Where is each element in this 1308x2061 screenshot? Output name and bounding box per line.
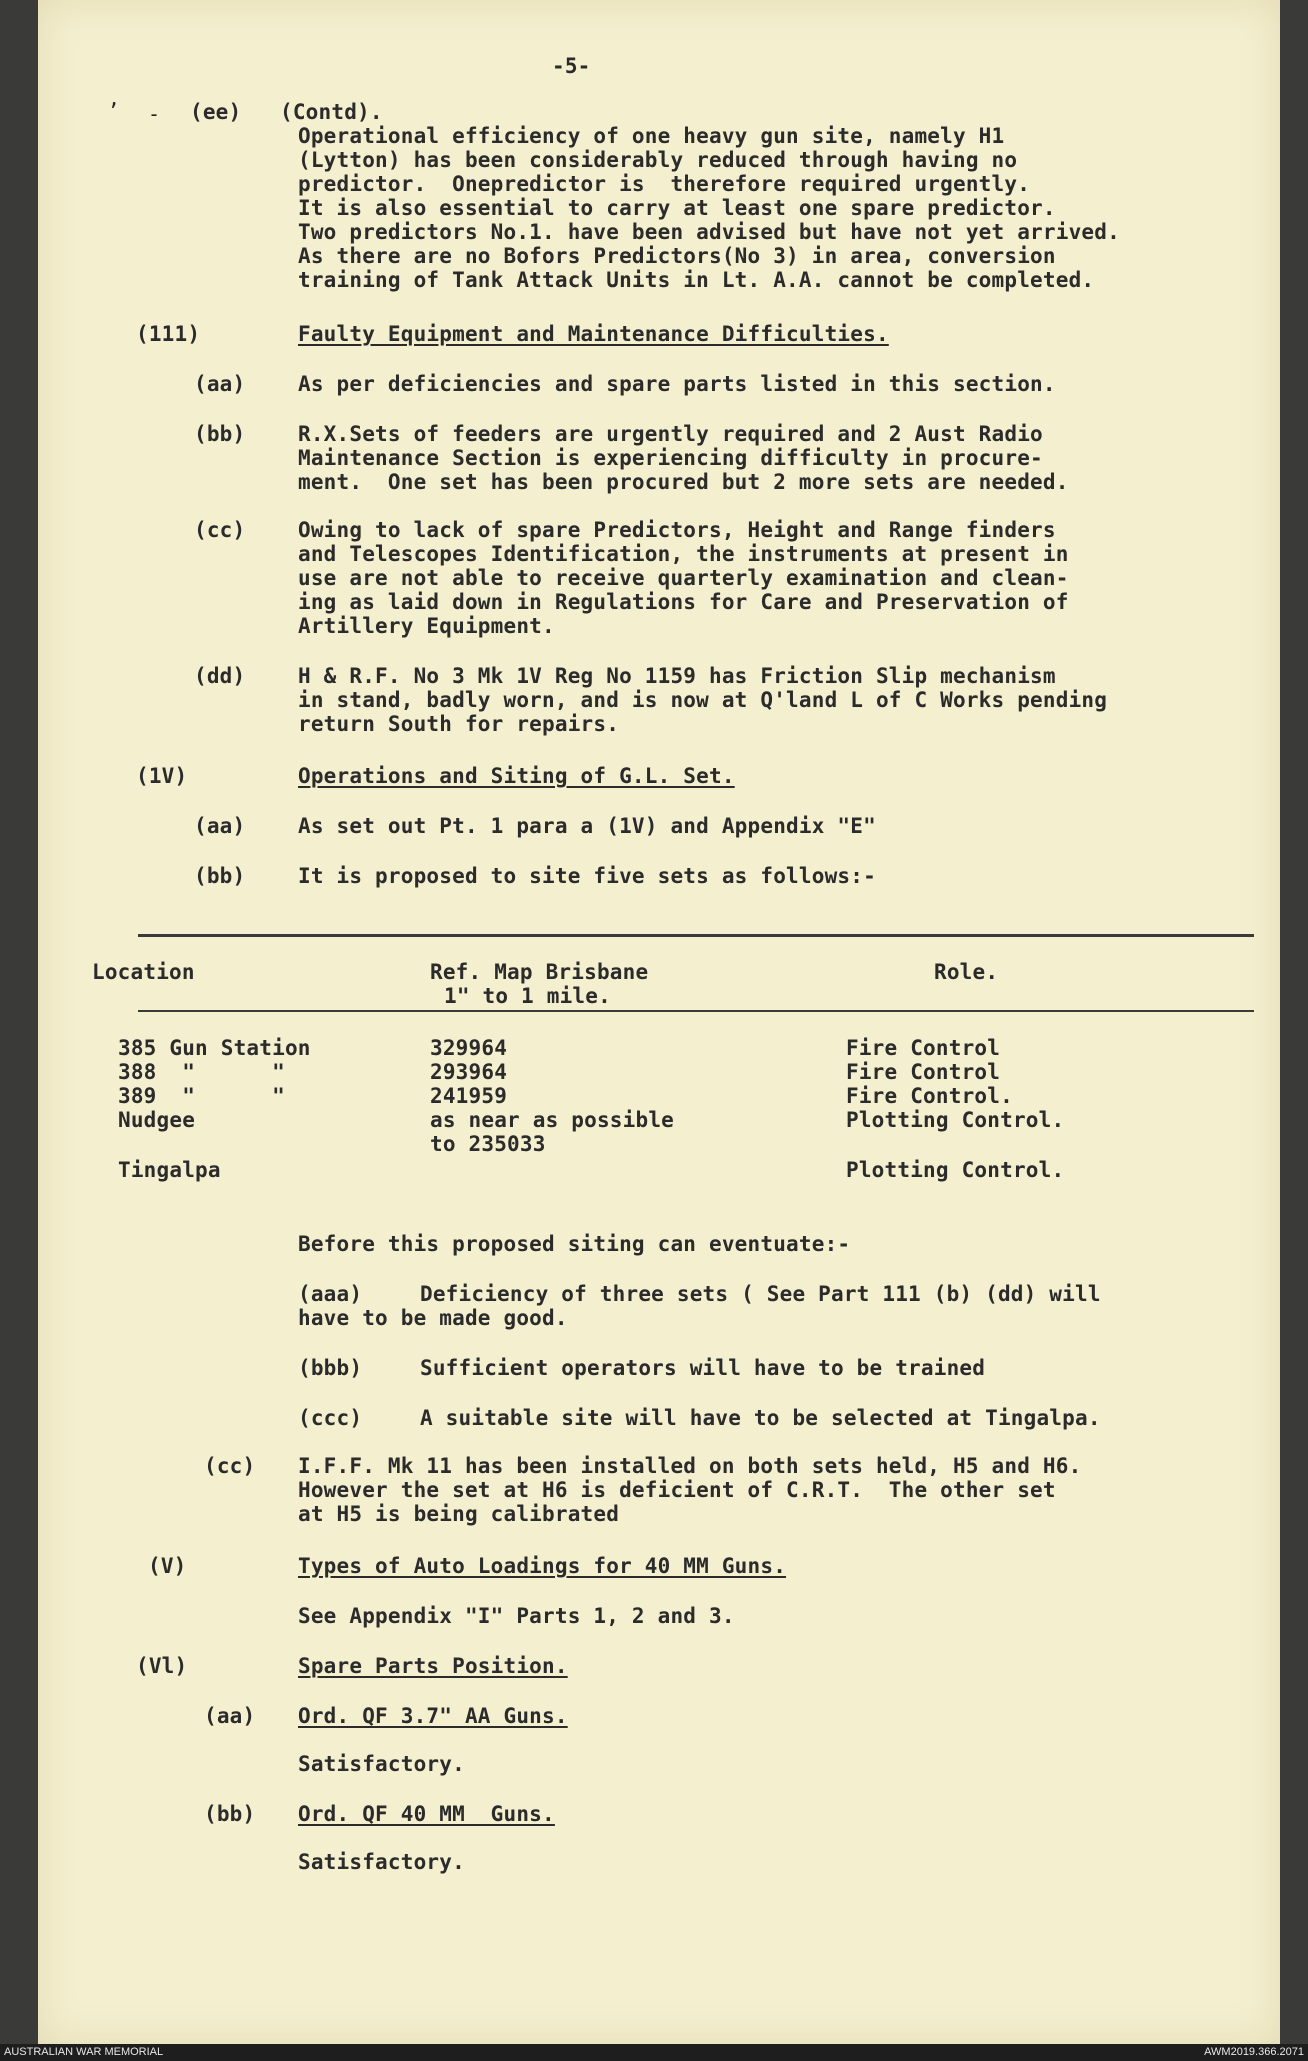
row-ref: 241959 — [430, 1084, 508, 1108]
row-location: 385 Gun Station — [118, 1036, 311, 1060]
row-ref: 329964 — [430, 1036, 508, 1060]
para-1v-bb-label: (bb) — [194, 864, 246, 888]
section-vi-label: (Vl) — [136, 1654, 188, 1678]
row-role: Fire Control — [846, 1036, 1001, 1060]
para-vi-bb-text: Satisfactory. — [298, 1850, 465, 1874]
para-ee-line: Operational efficiency of one heavy gun site, namely H1 — [298, 124, 1005, 148]
para-cc2-line: I.F.F. Mk 11 has been installed on both sets held, H5 and H6. — [298, 1454, 1082, 1478]
para-vi-aa-label: (aa) — [204, 1704, 256, 1728]
row-role: Fire Control — [846, 1060, 1001, 1084]
pencil-mark: , — [108, 86, 121, 110]
para-ee-line: (Lytton) has been considerably reduced through having no — [298, 148, 1018, 172]
row-location: 388 " " — [118, 1060, 285, 1084]
table-header-ref: Ref. Map Brisbane — [430, 960, 649, 984]
section-v-label: (V) — [148, 1554, 187, 1578]
para-dd-line: H & R.F. No 3 Mk 1V Reg No 1159 has Friction Slip mechanism — [298, 664, 1056, 688]
section-1v-label: (1V) — [136, 764, 188, 788]
row-ref: as near as possible — [430, 1108, 675, 1132]
para-cc-line: ing as laid down in Regulations for Care and Preservation of — [298, 590, 1069, 614]
para-vi-aa-heading: Ord. QF 3.7" AA Guns. — [298, 1704, 568, 1728]
section-111-label: (111) — [136, 322, 201, 346]
para-dd-label: (dd) — [194, 664, 246, 688]
para-ee-line: predictor. Onepredictor is therefore required urgently. — [298, 172, 1031, 196]
para-aa-text: As per deficiencies and spare parts listed in this section. — [298, 372, 1056, 396]
bbb-label: (bbb) — [298, 1356, 363, 1380]
row-location: 389 " " — [118, 1084, 285, 1108]
para-cc-line: Owing to lack of spare Predictors, Height and Range finders — [298, 518, 1056, 542]
para-cc-line: and Telescopes Identification, the instruments at present in — [298, 542, 1069, 566]
archive-footer — [0, 2044, 1308, 2061]
section-vi-heading: Spare Parts Position. — [298, 1654, 568, 1678]
para-ee-line: Two predictors No.1. have been advised but have not yet arrived. — [298, 220, 1120, 244]
table-header-role: Role. — [934, 960, 999, 984]
bbb-text: Sufficient operators will have to be trained — [420, 1356, 986, 1380]
aaa-text: Deficiency of three sets ( See Part 111 (b) (dd) will — [420, 1282, 1101, 1306]
row-location: Nudgee — [118, 1108, 196, 1132]
section-111-heading: Faulty Equipment and Maintenance Difficulties. — [298, 322, 889, 346]
row-location: Tingalpa — [118, 1158, 221, 1182]
para-cc-label: (cc) — [194, 518, 246, 542]
section-v-text: See Appendix "I" Parts 1, 2 and 3. — [298, 1604, 735, 1628]
para-dd-line: return South for repairs. — [298, 712, 620, 736]
before-intro: Before this proposed siting can eventuate:- — [298, 1232, 851, 1256]
para-vi-bb-heading: Ord. QF 40 MM Guns. — [298, 1802, 555, 1826]
para-bb-line: R.X.Sets of feeders are urgently required and 2 Aust Radio — [298, 422, 1043, 446]
footer-reference: AWM2019.366.2071 — [1204, 2046, 1304, 2058]
row-ref-cont: to 235033 — [430, 1132, 546, 1156]
para-ee-line: training of Tank Attack Units in Lt. A.A. cannot be completed. — [298, 268, 1095, 292]
para-dd-line: in stand, badly worn, and is now at Q'land L of C Works pending — [298, 688, 1108, 712]
para-ee-label: (ee) — [190, 100, 242, 124]
footer-institution: AUSTRALIAN WAR MEMORIAL — [4, 2046, 164, 2058]
section-1v-heading: Operations and Siting of G.L. Set. — [298, 764, 735, 788]
para-vi-aa-text: Satisfactory. — [298, 1752, 465, 1776]
row-role: Plotting Control. — [846, 1108, 1065, 1132]
section-v-heading: Types of Auto Loadings for 40 MM Guns. — [298, 1554, 787, 1578]
para-1v-aa-text: As set out Pt. 1 para a (1V) and Appendix "E" — [298, 814, 876, 838]
para-ee-line: It is also essential to carry at least one spare predictor. — [298, 196, 1056, 220]
aaa-text-cont: have to be made good. — [298, 1306, 568, 1330]
row-ref: 293964 — [430, 1060, 508, 1084]
table-header-location: Location — [92, 960, 195, 984]
table-top-rule — [138, 934, 1254, 937]
para-bb-label: (bb) — [194, 422, 246, 446]
para-cc-line: use are not able to receive quarterly examination and clean- — [298, 566, 1069, 590]
para-1v-aa-label: (aa) — [194, 814, 246, 838]
row-role: Plotting Control. — [846, 1158, 1065, 1182]
table-header-rule — [138, 1010, 1254, 1012]
para-aa-label: (aa) — [194, 372, 246, 396]
pencil-mark: - — [148, 102, 161, 126]
para-ee-line: As there are no Bofors Predictors(No 3) in area, conversion — [298, 244, 1056, 268]
row-role: Fire Control. — [846, 1084, 1013, 1108]
table-header-ref-scale: 1" to 1 mile. — [444, 984, 611, 1008]
para-cc2-line: However the set at H6 is deficient of C.R.T. The other set — [298, 1478, 1056, 1502]
para-cc2-label: (cc) — [204, 1454, 256, 1478]
para-1v-bb-text: It is proposed to site five sets as follows:- — [298, 864, 876, 888]
document-page — [38, 0, 1280, 2044]
para-vi-bb-label: (bb) — [204, 1802, 256, 1826]
aaa-label: (aaa) — [298, 1282, 363, 1306]
para-bb-line: Maintenance Section is experiencing difficulty in procure- — [298, 446, 1043, 470]
para-ee-heading: (Contd). — [280, 100, 383, 124]
ccc-text: A suitable site will have to be selected at Tingalpa. — [420, 1406, 1101, 1430]
para-bb-line: ment. One set has been procured but 2 more sets are needed. — [298, 470, 1069, 494]
para-cc-line: Artillery Equipment. — [298, 614, 555, 638]
page-number: -5- — [552, 54, 591, 78]
para-cc2-line: at H5 is being calibrated — [298, 1502, 620, 1526]
ccc-label: (ccc) — [298, 1406, 363, 1430]
